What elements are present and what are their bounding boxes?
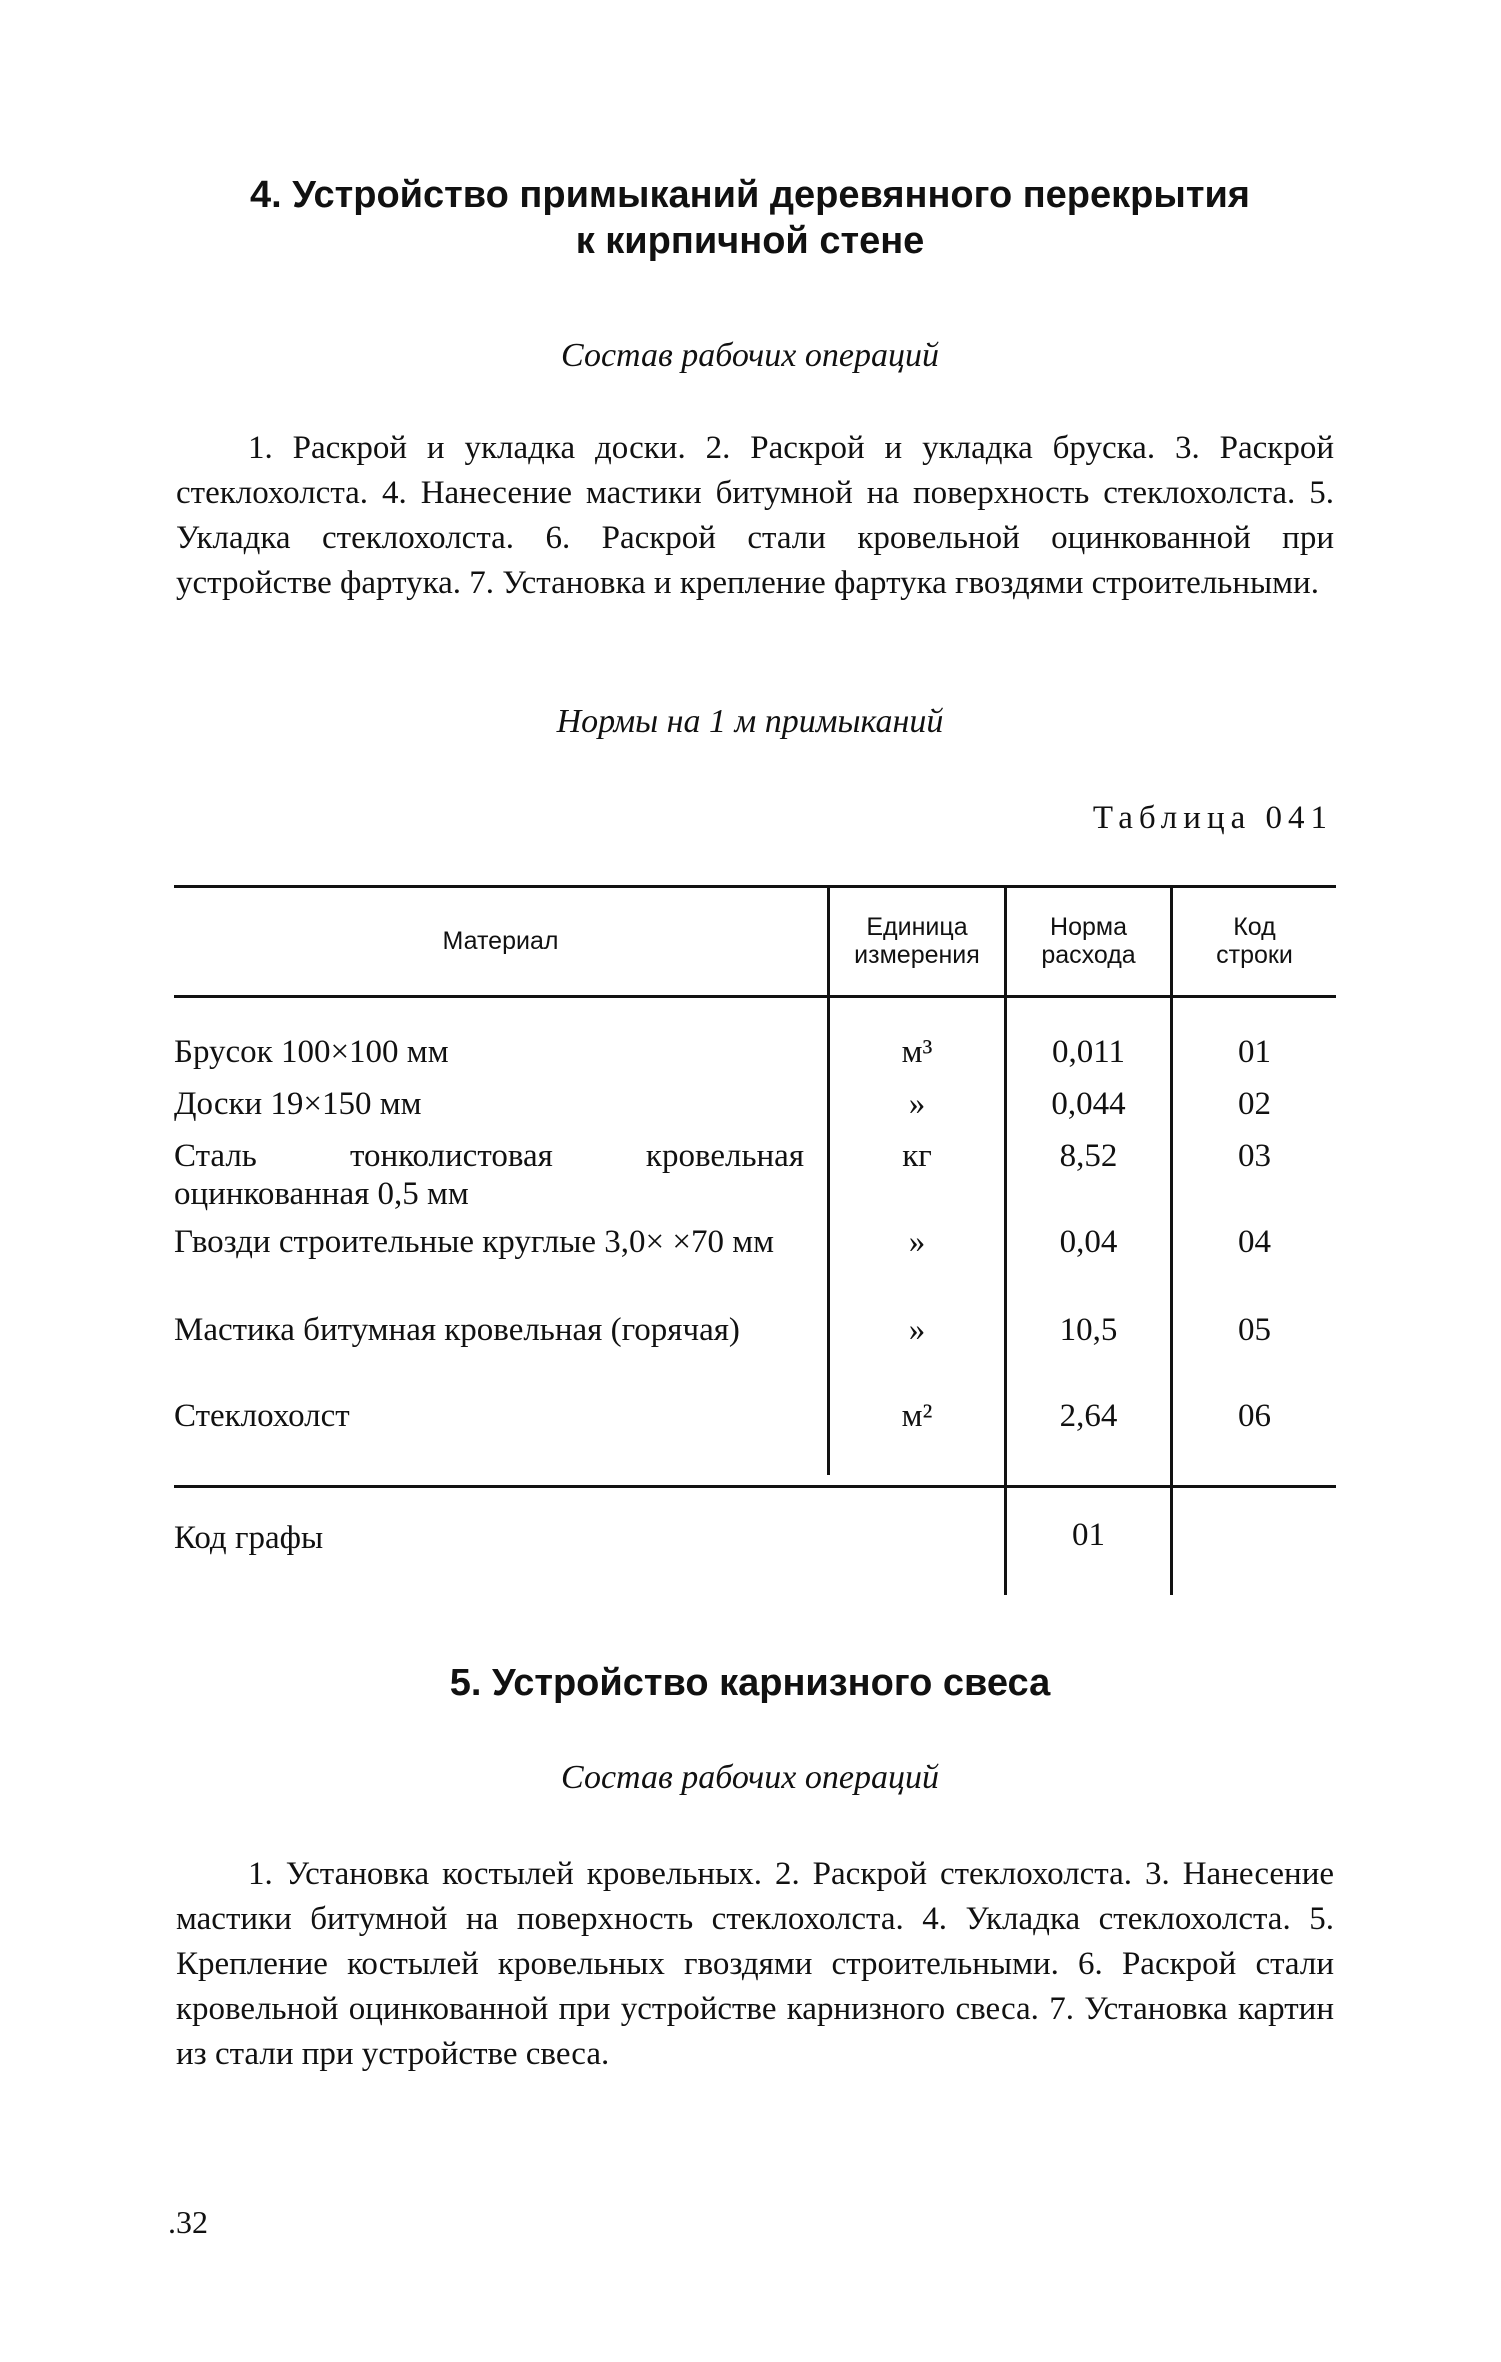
table-row-5-norm: 10,5 [1059,1312,1118,1348]
header-code [1173,913,1336,969]
table-row-1-code: 01 [1238,1034,1271,1070]
header-norm [1007,913,1170,969]
table-row-3-unit: кг [902,1138,932,1174]
table-row-2-unit: » [908,1086,926,1122]
table-row-3-norm: 8,52 [1059,1138,1118,1174]
header-unit-line2: измерения [854,941,980,969]
table-row-6-material: Стеклохолст [174,1398,350,1434]
section-4-title [160,172,1340,264]
section-5-ops-heading: Состав рабочих операций [561,1759,939,1796]
table-row-4-material: Гвозди строительные круглые 3,0× ×70 мм [174,1224,774,1260]
table-row-6-norm: 2,64 [1059,1398,1118,1434]
table-header-rule [174,995,1336,998]
table-row-6-unit: м² [901,1398,933,1434]
section-4-title-line1: 4. Устройство примыканий деревянного перекрытия [250,174,1250,216]
table-row-1-unit: м³ [901,1034,933,1070]
section-5-title: 5. Устройство карнизного свеса [449,1662,1051,1704]
header-code-line2: строки [1216,941,1293,969]
table-footer-value: 01 [1072,1517,1105,1553]
table-footer-label: Код графы [174,1520,324,1556]
table-row-6-code: 06 [1238,1398,1271,1434]
table-row-5-unit: » [908,1312,926,1348]
table-label: Таблица 041 [1092,800,1333,836]
table-row-3-material: Сталь тонколистовая кровельная оцинкованная 0,5 мм [174,1138,804,1212]
table-row-5-code: 05 [1238,1312,1271,1348]
table-row-4-norm: 0,04 [1059,1224,1118,1260]
table-row-1-norm: 0,011 [1051,1034,1126,1070]
table-row-2-norm: 0,044 [1051,1086,1126,1122]
header-norm-line1: Норма [1050,913,1127,941]
norms-heading: Нормы на 1 м примыканий [556,703,944,740]
table-bottom-rule [174,1485,1336,1488]
page-number: .32 [168,2204,208,2240]
table-divider-1 [827,885,830,1475]
table-row-1-material: Брусок 100×100 мм [174,1034,449,1070]
section-4-title-line2: к кирпичной стене [575,220,925,262]
table-row-4-code: 04 [1238,1224,1271,1260]
header-material: Материал [442,927,559,955]
table-row-3-code: 03 [1238,1138,1271,1174]
header-norm-line2: расхода [1041,941,1136,969]
table-row-2-material: Доски 19×150 мм [174,1086,422,1122]
table-row-4-unit: » [908,1224,926,1260]
section-4-ops-text: 1. Раскрой и укладка доски. 2. Раскрой и укладка бруска. 3. Раскрой стеклохолста. 4. Нанесение мастики битумной на поверхность стеклохолста. 5. Укладка стеклохолста. 6. Раскрой стали кровельной оцинкованной при устройстве фартука. 7. Установка и крепление фартука гвоздями строительными. [176,430,1334,601]
header-code-line1: Код [1233,913,1276,941]
table-row-5-material: Мастика битумная кровельная (горячая) [174,1312,740,1348]
header-unit [830,913,1004,969]
header-unit-line1: Единица [866,913,968,941]
table-top-rule [174,885,1336,888]
section-4-ops-heading: Состав рабочих операций [561,337,939,374]
section-5-ops-text: 1. Установка костылей кровельных. 2. Раскрой стеклохолста. 3. Нанесение мастики битумной на поверхность стеклохолста. 4. Укладка стеклохолста. 5. Крепление костылей кровельных гвоздями строительными. 6. Раскрой стали кровельной оцинкованной при устройстве карнизного свеса. 7. Установка картин из стали при устройстве свеса. [176,1856,1334,2072]
norms-table [174,885,1336,1595]
table-row-2-code: 02 [1238,1086,1271,1122]
